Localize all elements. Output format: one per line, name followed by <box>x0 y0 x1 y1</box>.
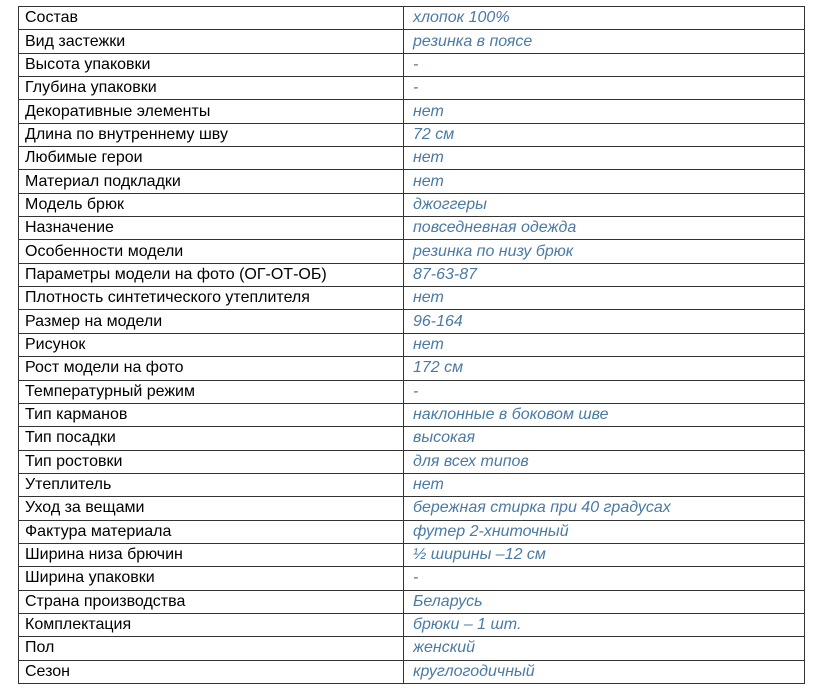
property-name: Страна производства <box>19 590 404 613</box>
property-name: Фактура материала <box>19 520 404 543</box>
property-value: резинка в поясе <box>404 30 805 53</box>
table-row <box>19 613 805 636</box>
property-name: Температурный режим <box>19 380 404 403</box>
property-name: Состав <box>19 7 404 30</box>
property-name: Тип посадки <box>19 427 404 450</box>
table-row <box>19 497 805 520</box>
property-value: высокая <box>404 427 805 450</box>
property-value: - <box>404 77 805 100</box>
table-row <box>19 147 805 170</box>
property-value: нет <box>404 333 805 356</box>
table-row <box>19 30 805 53</box>
property-value: женский <box>404 637 805 660</box>
table-row <box>19 660 805 683</box>
property-value: бережная стирка при 40 градусах <box>404 497 805 520</box>
property-name: Пол <box>19 637 404 660</box>
property-name: Параметры модели на фото (ОГ-ОТ-ОБ) <box>19 263 404 286</box>
property-value: 96-164 <box>404 310 805 333</box>
property-value: 172 см <box>404 357 805 380</box>
property-name: Ширина упаковки <box>19 567 404 590</box>
property-name: Утеплитель <box>19 473 404 496</box>
property-value: нет <box>404 473 805 496</box>
table-row <box>19 567 805 590</box>
table-row <box>19 310 805 333</box>
table-row <box>19 287 805 310</box>
table-row <box>19 263 805 286</box>
table-row <box>19 357 805 380</box>
table-row <box>19 53 805 76</box>
property-name: Глубина упаковки <box>19 77 404 100</box>
property-name: Материал подкладки <box>19 170 404 193</box>
property-value: нет <box>404 170 805 193</box>
table-row <box>19 240 805 263</box>
property-value: 72 см <box>404 123 805 146</box>
table-row <box>19 473 805 496</box>
table-row <box>19 7 805 30</box>
table-row <box>19 77 805 100</box>
property-value: - <box>404 380 805 403</box>
table-row <box>19 170 805 193</box>
spec-table-body <box>19 7 805 684</box>
property-value: резинка по низу брюк <box>404 240 805 263</box>
property-name: Высота упаковки <box>19 53 404 76</box>
property-value: наклонные в боковом шве <box>404 403 805 426</box>
table-row <box>19 637 805 660</box>
table-row <box>19 543 805 566</box>
table-row <box>19 193 805 216</box>
property-value: джоггеры <box>404 193 805 216</box>
property-name: Вид застежки <box>19 30 404 53</box>
table-row <box>19 427 805 450</box>
property-name: Особенности модели <box>19 240 404 263</box>
property-name: Размер на модели <box>19 310 404 333</box>
property-name: Декоративные элементы <box>19 100 404 123</box>
property-name: Уход за вещами <box>19 497 404 520</box>
property-name: Сезон <box>19 660 404 683</box>
property-name: Длина по внутреннему шву <box>19 123 404 146</box>
table-row <box>19 380 805 403</box>
table-row <box>19 100 805 123</box>
property-value: хлопок 100% <box>404 7 805 30</box>
property-value: 87-63-87 <box>404 263 805 286</box>
table-row <box>19 123 805 146</box>
spec-table <box>18 6 805 684</box>
table-row <box>19 217 805 240</box>
property-name: Ширина низа брючин <box>19 543 404 566</box>
property-name: Любимые герои <box>19 147 404 170</box>
property-value: ½ ширины –12 см <box>404 543 805 566</box>
property-name: Тип ростовки <box>19 450 404 473</box>
property-name: Рост модели на фото <box>19 357 404 380</box>
table-row <box>19 333 805 356</box>
property-name: Рисунок <box>19 333 404 356</box>
property-name: Плотность синтетического утеплителя <box>19 287 404 310</box>
table-row <box>19 590 805 613</box>
property-value: нет <box>404 100 805 123</box>
property-value: повседневная одежда <box>404 217 805 240</box>
property-value: футер 2-хниточный <box>404 520 805 543</box>
table-row <box>19 450 805 473</box>
property-value: нет <box>404 287 805 310</box>
property-name: Комплектация <box>19 613 404 636</box>
property-name: Модель брюк <box>19 193 404 216</box>
property-value: Беларусь <box>404 590 805 613</box>
property-value: - <box>404 53 805 76</box>
property-name: Назначение <box>19 217 404 240</box>
property-value: - <box>404 567 805 590</box>
table-row <box>19 403 805 426</box>
property-value: нет <box>404 147 805 170</box>
property-value: брюки – 1 шт. <box>404 613 805 636</box>
property-name: Тип карманов <box>19 403 404 426</box>
property-value: для всех типов <box>404 450 805 473</box>
property-value: круглогодичный <box>404 660 805 683</box>
table-row <box>19 520 805 543</box>
